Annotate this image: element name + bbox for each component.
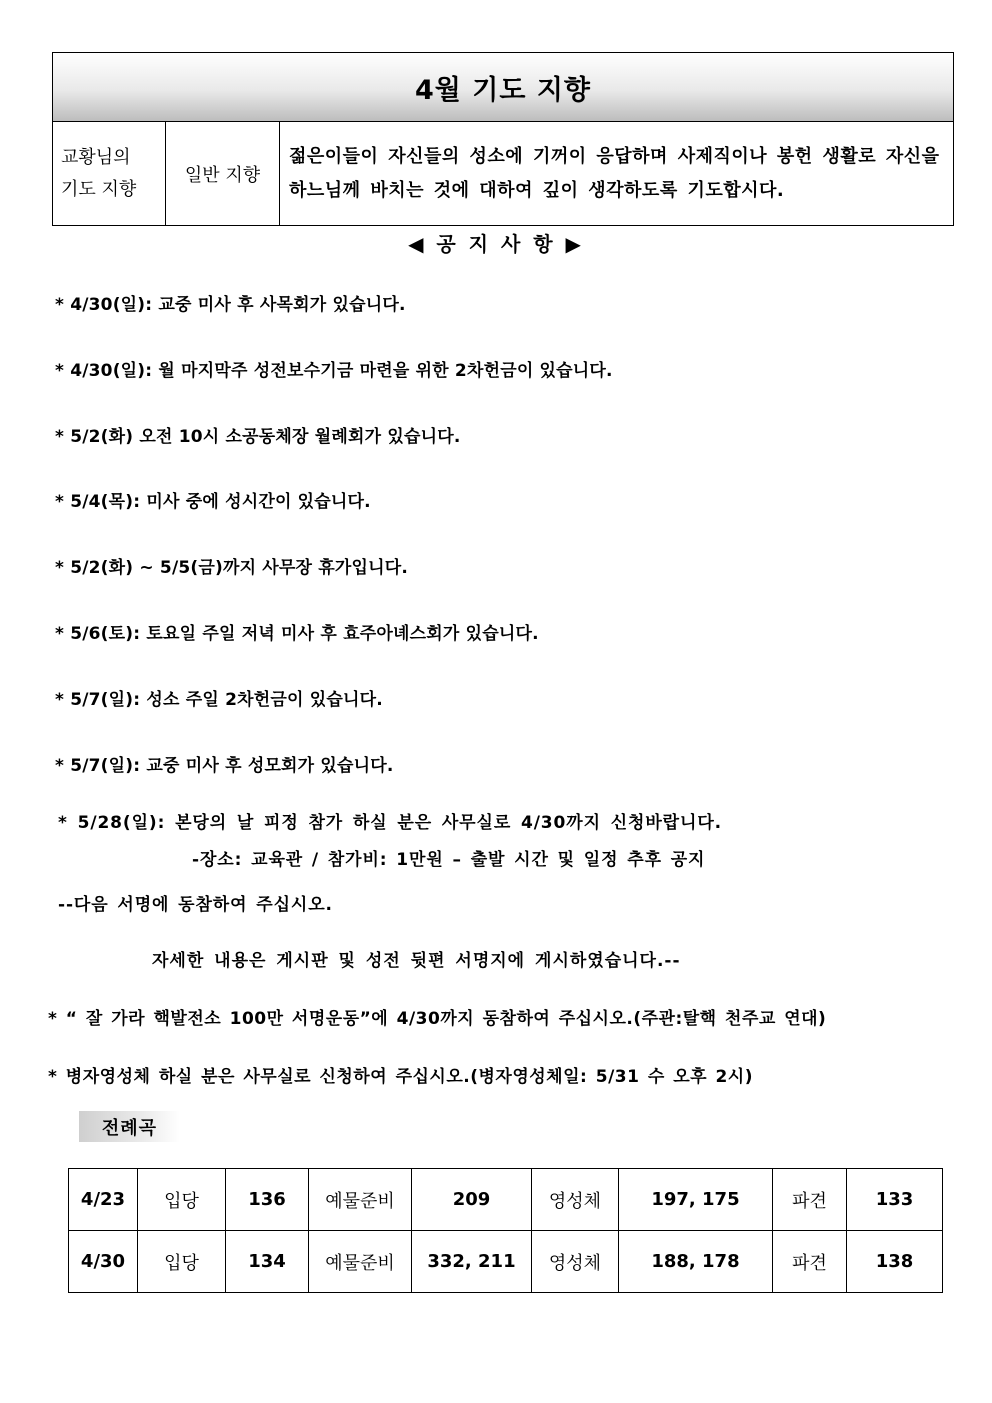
hymn-row	[69, 1169, 943, 1231]
offertory-label: 예물준비	[309, 1231, 412, 1293]
signature-request: --다음 서명에 동참하여 주십시오.	[58, 895, 333, 915]
prayer-intention-box	[52, 52, 954, 226]
dismissal-hymn: 138	[847, 1231, 943, 1293]
notice-item: * 5/7(일): 성소 주일 2차헌금이 있습니다.	[55, 690, 383, 710]
notice-item: * 5/4(목): 미사 중에 성시간이 있습니다.	[55, 492, 371, 512]
notice-item: * 병자영성체 하실 분은 사무실로 신청하여 주십시오.(병자영성체일: 5/31 수 오후 2시)	[48, 1067, 753, 1087]
entrance-hymn: 134	[226, 1231, 309, 1293]
hymn-table	[68, 1168, 943, 1293]
prayer-category	[53, 122, 166, 226]
communion-label: 영성체	[532, 1169, 619, 1231]
dismissal-label: 파견	[773, 1231, 847, 1293]
notice-item: * 4/30(일): 교중 미사 후 사목회가 있습니다.	[55, 295, 406, 315]
prayer-type: 일반 지향	[166, 122, 280, 226]
notice-item: * 4/30(일): 월 마지막주 성전보수기금 마련을 위한 2차헌금이 있습니다.	[55, 361, 613, 381]
offertory-hymn: 332, 211	[412, 1231, 532, 1293]
dismissal-label: 파견	[773, 1169, 847, 1231]
prayer-category-line2: 기도 지향	[61, 179, 137, 200]
entrance-hymn: 136	[226, 1169, 309, 1231]
hymn-date: 4/30	[69, 1231, 138, 1293]
communion-hymn: 188, 178	[619, 1231, 773, 1293]
prayer-title: 4월 기도 지향	[53, 53, 953, 122]
communion-label: 영성체	[532, 1231, 619, 1293]
hymn-row	[69, 1231, 943, 1293]
notice-item: * 5/6(토): 토요일 주일 저녁 미사 후 효주아녜스회가 있습니다.	[55, 624, 539, 644]
entrance-label: 입당	[138, 1231, 226, 1293]
notice-subitem: -장소: 교육관 / 참가비: 1만원 – 출발 시간 및 일정 추후 공지	[192, 850, 706, 870]
dismissal-hymn: 133	[847, 1169, 943, 1231]
prayer-row	[53, 122, 953, 226]
hymn-section-label: 전례곡	[79, 1111, 180, 1142]
prayer-category-line1: 교황님의	[61, 147, 131, 168]
notice-item: * 5/2(화) ~ 5/5(금)까지 사무장 휴가입니다.	[55, 558, 409, 578]
notice-item: * 5/2(화) 오전 10시 소공동체장 월례회가 있습니다.	[55, 427, 461, 447]
notice-item: * 5/7(일): 교중 미사 후 성모회가 있습니다.	[55, 756, 394, 776]
notice-item: * 5/28(일): 본당의 날 피정 참가 하실 분은 사무실로 4/30까지 신청바랍니다.	[58, 813, 723, 833]
hymn-date: 4/23	[69, 1169, 138, 1231]
communion-hymn: 197, 175	[619, 1169, 773, 1231]
prayer-intention-text: 젊은이들이 자신들의 성소에 기꺼이 응답하며 사제직이나 봉헌 생활로 자신을 하느님께 바치는 것에 대하여 깊이 생각하도록 기도합시다.	[289, 146, 940, 201]
signature-details: 자세한 내용은 게시판 및 성전 뒷편 서명지에 게시하였습니다.--	[152, 951, 681, 971]
offertory-label: 예물준비	[309, 1169, 412, 1231]
entrance-label: 입당	[138, 1169, 226, 1231]
notice-heading: ◀ 공 지 사 항 ▶	[408, 232, 584, 256]
notice-item: * “ 잘 가라 핵발전소 100만 서명운동”에 4/30까지 동참하여 주십시오.(주관:탈핵 천주교 연대)	[48, 1009, 827, 1029]
offertory-hymn: 209	[412, 1169, 532, 1231]
